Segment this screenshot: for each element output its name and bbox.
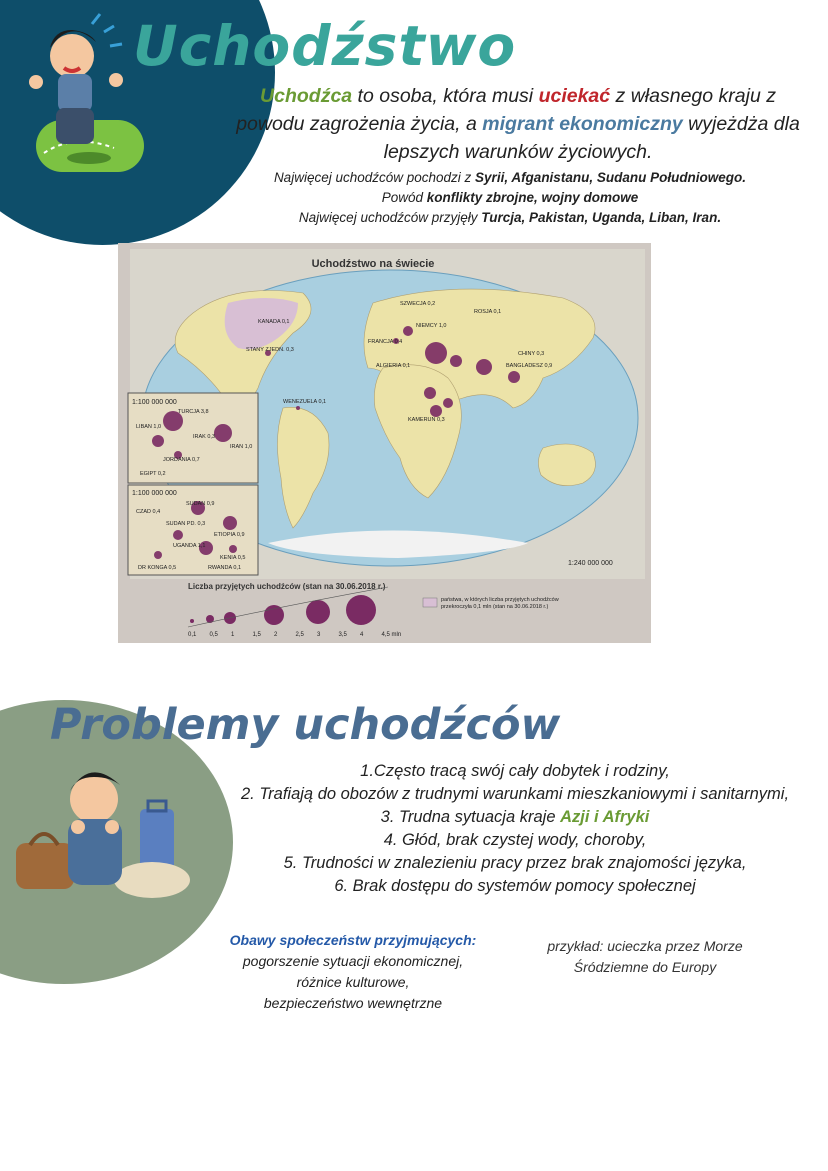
svg-text:CHINY 0,3: CHINY 0,3 xyxy=(518,351,545,357)
map-title: Uchodźstwo na świecie xyxy=(311,258,435,270)
svg-text:KAMERUN 0,3: KAMERUN 0,3 xyxy=(408,417,445,423)
svg-text:IRAK 0,3: IRAK 0,3 xyxy=(193,434,216,440)
host-society-concerns xyxy=(198,930,508,1014)
legend-tick-label: 4 xyxy=(360,632,364,638)
svg-text:ALGIERIA 0,1: ALGIERIA 0,1 xyxy=(376,363,411,369)
running-refugee-illustration xyxy=(14,8,144,183)
problem-item-5: 5. Trudności w znalezieniu pracy przez brak znajomości języka, xyxy=(283,854,747,872)
refugee-facts xyxy=(222,168,798,228)
svg-text:EGIPT 0,2: EGIPT 0,2 xyxy=(140,471,166,477)
svg-text:SUDAN 0,9: SUDAN 0,9 xyxy=(186,501,215,507)
legend-tick-label: 1 xyxy=(231,632,235,638)
sad-head xyxy=(70,775,118,823)
legend-tick-label: 0,1 xyxy=(188,632,197,638)
bubble-uganda xyxy=(430,405,442,417)
svg-text:FRANCJA 0,4: FRANCJA 0,4 xyxy=(368,339,403,345)
problem-item-2: 2. Trafiają do obozów z trudnymi warunkami mieszkaniowymi i sanitarnymi, xyxy=(240,785,790,803)
term-flee: uciekać xyxy=(538,85,611,107)
bubble-bangladesh xyxy=(508,371,520,383)
concern-item: różnice kulturowe, xyxy=(296,974,410,990)
svg-text:KENIA 0,5: KENIA 0,5 xyxy=(220,555,246,561)
legend-tick-label: 0,5 xyxy=(209,632,218,638)
legend-title: Liczba przyjętych uchodźców (stan na 30.06.2018 r.) xyxy=(188,582,386,591)
svg-text:ROSJA 0,1: ROSJA 0,1 xyxy=(474,309,502,315)
term-refugee: Uchodźca xyxy=(260,85,353,107)
svg-text:ETIOPIA 0,9: ETIOPIA 0,9 xyxy=(214,532,245,538)
fact-origin: Najwięcej uchodźców pochodzi z Syrii, Afganistanu, Sudanu Południowego. xyxy=(273,170,747,185)
refugee-definition: Uchodźca to osoba, która musi uciekać z własnego kraju z powodu zagrożenia życia, a migrant ekonomiczny wyjeżdża dla lepszych warunków życiowych. xyxy=(236,85,800,163)
svg-text:KANADA 0,1: KANADA 0,1 xyxy=(258,319,290,325)
map-scale: 1:240 000 000 xyxy=(568,560,613,567)
bubble-sudan xyxy=(424,387,436,399)
section2-title: Problemy uchodźców xyxy=(50,700,561,750)
svg-text:UGANDA 1,1: UGANDA 1,1 xyxy=(173,543,206,549)
problem-item-1: 1.Często tracą swój cały dobytek i rodziny, xyxy=(360,762,670,780)
svg-text:WENEZUELA 0,1: WENEZUELA 0,1 xyxy=(283,399,327,405)
svg-text:JORDANIA 0,7: JORDANIA 0,7 xyxy=(163,457,200,463)
legend-tick-label: 3 xyxy=(317,632,321,638)
inset-africa xyxy=(128,485,258,575)
concerns-title: Obawy społeczeństw przyjmujących: xyxy=(229,932,477,948)
legend-tick-label: 3,5 xyxy=(338,632,347,638)
term-economic-migrant: migrant ekonomiczny xyxy=(482,113,683,135)
concern-item: pogorszenie sytuacji ekonomicznej, xyxy=(242,953,464,969)
svg-text:LIBAN 1,0: LIBAN 1,0 xyxy=(136,424,162,430)
bubble-iran xyxy=(450,355,462,367)
example-note: przykład: ucieczka przez Morze Śródziemne do Europy xyxy=(547,938,743,975)
svg-text:przekroczyła 0,1 mln (stan na: przekroczyła 0,1 mln (stan na 30.06.2018 r.) xyxy=(441,604,549,610)
svg-text:SUDAN PD. 0,3: SUDAN PD. 0,3 xyxy=(166,521,206,527)
svg-text:TURCJA 3,8: TURCJA 3,8 xyxy=(178,409,209,415)
bundle xyxy=(114,862,190,898)
bubble-venezuela xyxy=(296,406,300,410)
legend-tick-label: 1,5 xyxy=(252,632,261,638)
problem-item-3: 3. Trudna sytuacja kraje Azji i Afryki xyxy=(380,808,650,826)
legend-tick-label: 4,5 mln xyxy=(381,632,402,638)
problems-list xyxy=(235,760,795,898)
brown-bag xyxy=(16,843,74,889)
legend-tick-label: 2,5 xyxy=(295,632,304,638)
bubble-turkey xyxy=(425,342,447,364)
fact-reason: Powód konflikty zbrojne, wojny domowe xyxy=(381,190,639,205)
page-title: Uchodźstwo xyxy=(133,14,517,78)
bubble-pakistan xyxy=(476,359,492,375)
torso xyxy=(58,74,92,112)
svg-text:DR KONGA 0,5: DR KONGA 0,5 xyxy=(138,565,177,571)
svg-text:STANY ZJEDN. 0,3: STANY ZJEDN. 0,3 xyxy=(246,347,294,353)
fact-hosts: Najwięcej uchodźców przyjęły Turcja, Pakistan, Uganda, Liban, Iran. xyxy=(298,210,722,225)
bubble-germany xyxy=(403,326,413,336)
svg-text:państwa, w których liczba przy: państwa, w których liczba przyjętych uchodźców xyxy=(441,597,559,603)
problem-item-6: 6. Brak dostępu do systemów pomocy społecznej xyxy=(334,877,696,895)
svg-text:RWANDA 0,1: RWANDA 0,1 xyxy=(208,565,242,571)
legend-tick-label: 2 xyxy=(274,632,278,638)
legend-area-swatch xyxy=(423,598,437,607)
sad-refugee-illustration xyxy=(12,755,194,905)
svg-text:1:100 000 000: 1:100 000 000 xyxy=(132,490,177,497)
svg-text:CZAD 0,4: CZAD 0,4 xyxy=(136,509,161,515)
refugee-world-map xyxy=(118,243,651,643)
problem-item-4: 4. Głód, brak czystej wody, choroby, xyxy=(383,831,647,849)
svg-text:1:100 000 000: 1:100 000 000 xyxy=(132,399,177,406)
australia xyxy=(538,444,595,486)
svg-text:NIEMCY 1,0: NIEMCY 1,0 xyxy=(416,323,447,329)
highlight-asia-africa: Azji i Afryki xyxy=(560,808,650,826)
concern-item: bezpieczeństwo wewnętrzne xyxy=(263,995,443,1011)
bubble-ethiopia xyxy=(443,398,453,408)
legs xyxy=(56,108,94,144)
map-svg xyxy=(118,243,651,643)
svg-text:BANGLADESZ 0,9: BANGLADESZ 0,9 xyxy=(506,363,553,369)
svg-text:SZWECJA 0,2: SZWECJA 0,2 xyxy=(400,301,436,307)
svg-text:IRAN 1,0: IRAN 1,0 xyxy=(230,444,253,450)
